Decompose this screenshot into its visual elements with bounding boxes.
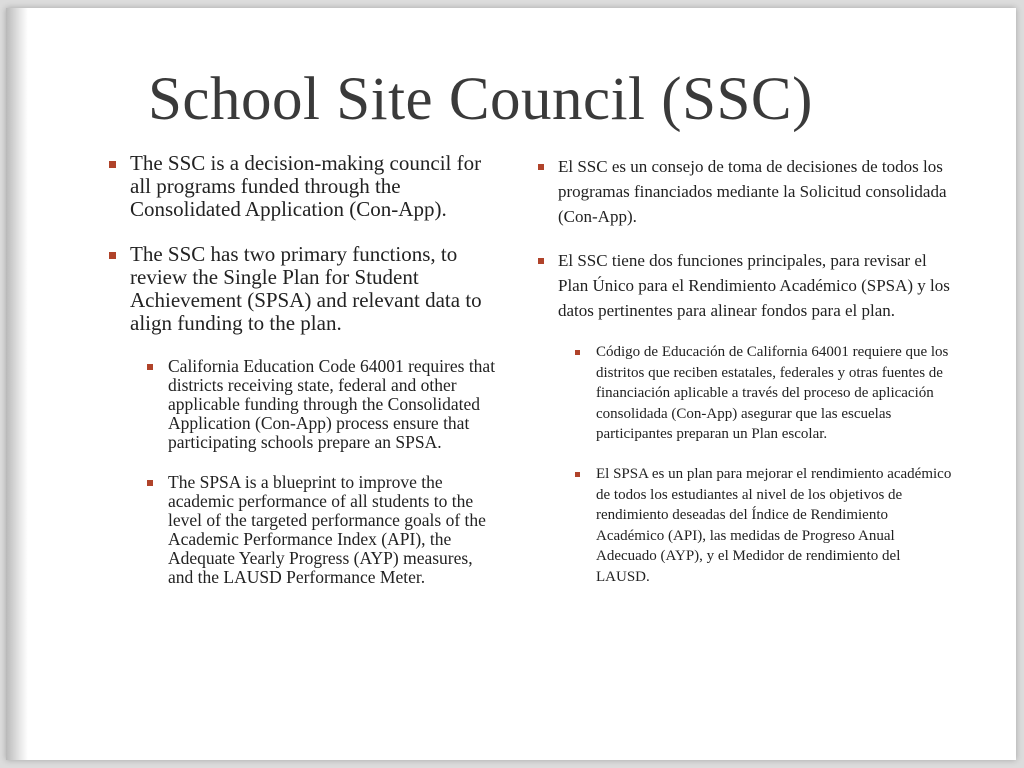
english-bullet-primary-functions bbox=[106, 243, 501, 335]
spanish-subbullet-education-code bbox=[572, 342, 954, 445]
spanish-bullet-primary-functions bbox=[534, 248, 954, 323]
bullet-square-icon bbox=[538, 258, 544, 264]
bullet-square-icon bbox=[575, 472, 580, 477]
bullet-square-icon bbox=[109, 252, 116, 259]
spanish-bullet-text: El SSC tiene dos funciones principales, para revisar el Plan Único para el Rendimiento Académico (SPSA) y los datos pertinentes para alinear fondos para el plan. bbox=[558, 251, 950, 320]
english-bullet-text: The SSC is a decision-making council for all programs funded through the Consolidated Application (Con-App). bbox=[130, 151, 482, 221]
spanish-column bbox=[534, 154, 954, 607]
spanish-bullet-text: El SSC es un consejo de toma de decisiones de todos los programas financiados mediante la Solicitud consolidada (Con-App). bbox=[558, 157, 947, 226]
english-subbullet-education-code bbox=[144, 357, 501, 452]
spanish-subbullet-spsa-plan bbox=[572, 464, 954, 588]
spanish-subbullet-text: El SPSA es un plan para mejorar el rendimiento académico de todos los estudiantes al nivel de los objetivos de rendimiento deseadas del Índice de Rendimiento Académico (API), las medidas de Progreso Anual Adecuado (AYP), y el Medidor de rendimiento del LAUSD. bbox=[596, 465, 952, 585]
english-subbullet-spsa-blueprint bbox=[144, 473, 501, 587]
english-subbullet-text: The SPSA is a blueprint to improve the academic performance of all students to the level of the targeted performance goals of the Academic Performance Index (API), the Adequate Yearly Progress (AYP) measures, and the LAUSD Performance Meter. bbox=[168, 472, 486, 587]
bullet-square-icon bbox=[147, 480, 153, 486]
english-bullet-text: The SSC has two primary functions, to review the Single Plan for Student Achievement (SPSA) and relevant data to align funding to the plan. bbox=[130, 242, 482, 335]
slide-title: School Site Council (SSC) bbox=[148, 66, 813, 133]
english-subbullet-text: California Education Code 64001 requires that districts receiving state, federal and other applicable funding through the Consolidated Application (Con-App) process ensure that participating schools prepare an SPSA. bbox=[168, 356, 496, 452]
english-bullet-decision-council bbox=[106, 152, 501, 221]
bullet-square-icon bbox=[575, 350, 580, 355]
slide bbox=[6, 8, 1016, 760]
english-column bbox=[106, 152, 501, 608]
bullet-square-icon bbox=[147, 364, 153, 370]
spanish-subbullet-text: Código de Educación de California 64001 requiere que los distritos que reciben estatales, federales y otras fuentes de financiación aplicable a través del proceso de aplicación consolidada (Con-App) asegurar que las escuelas participantes preparan un Plan escolar. bbox=[596, 344, 949, 443]
slide-binder-edge bbox=[6, 8, 28, 760]
bullet-square-icon bbox=[538, 164, 544, 170]
spanish-bullet-decision-council bbox=[534, 154, 954, 229]
bullet-square-icon bbox=[109, 161, 116, 168]
